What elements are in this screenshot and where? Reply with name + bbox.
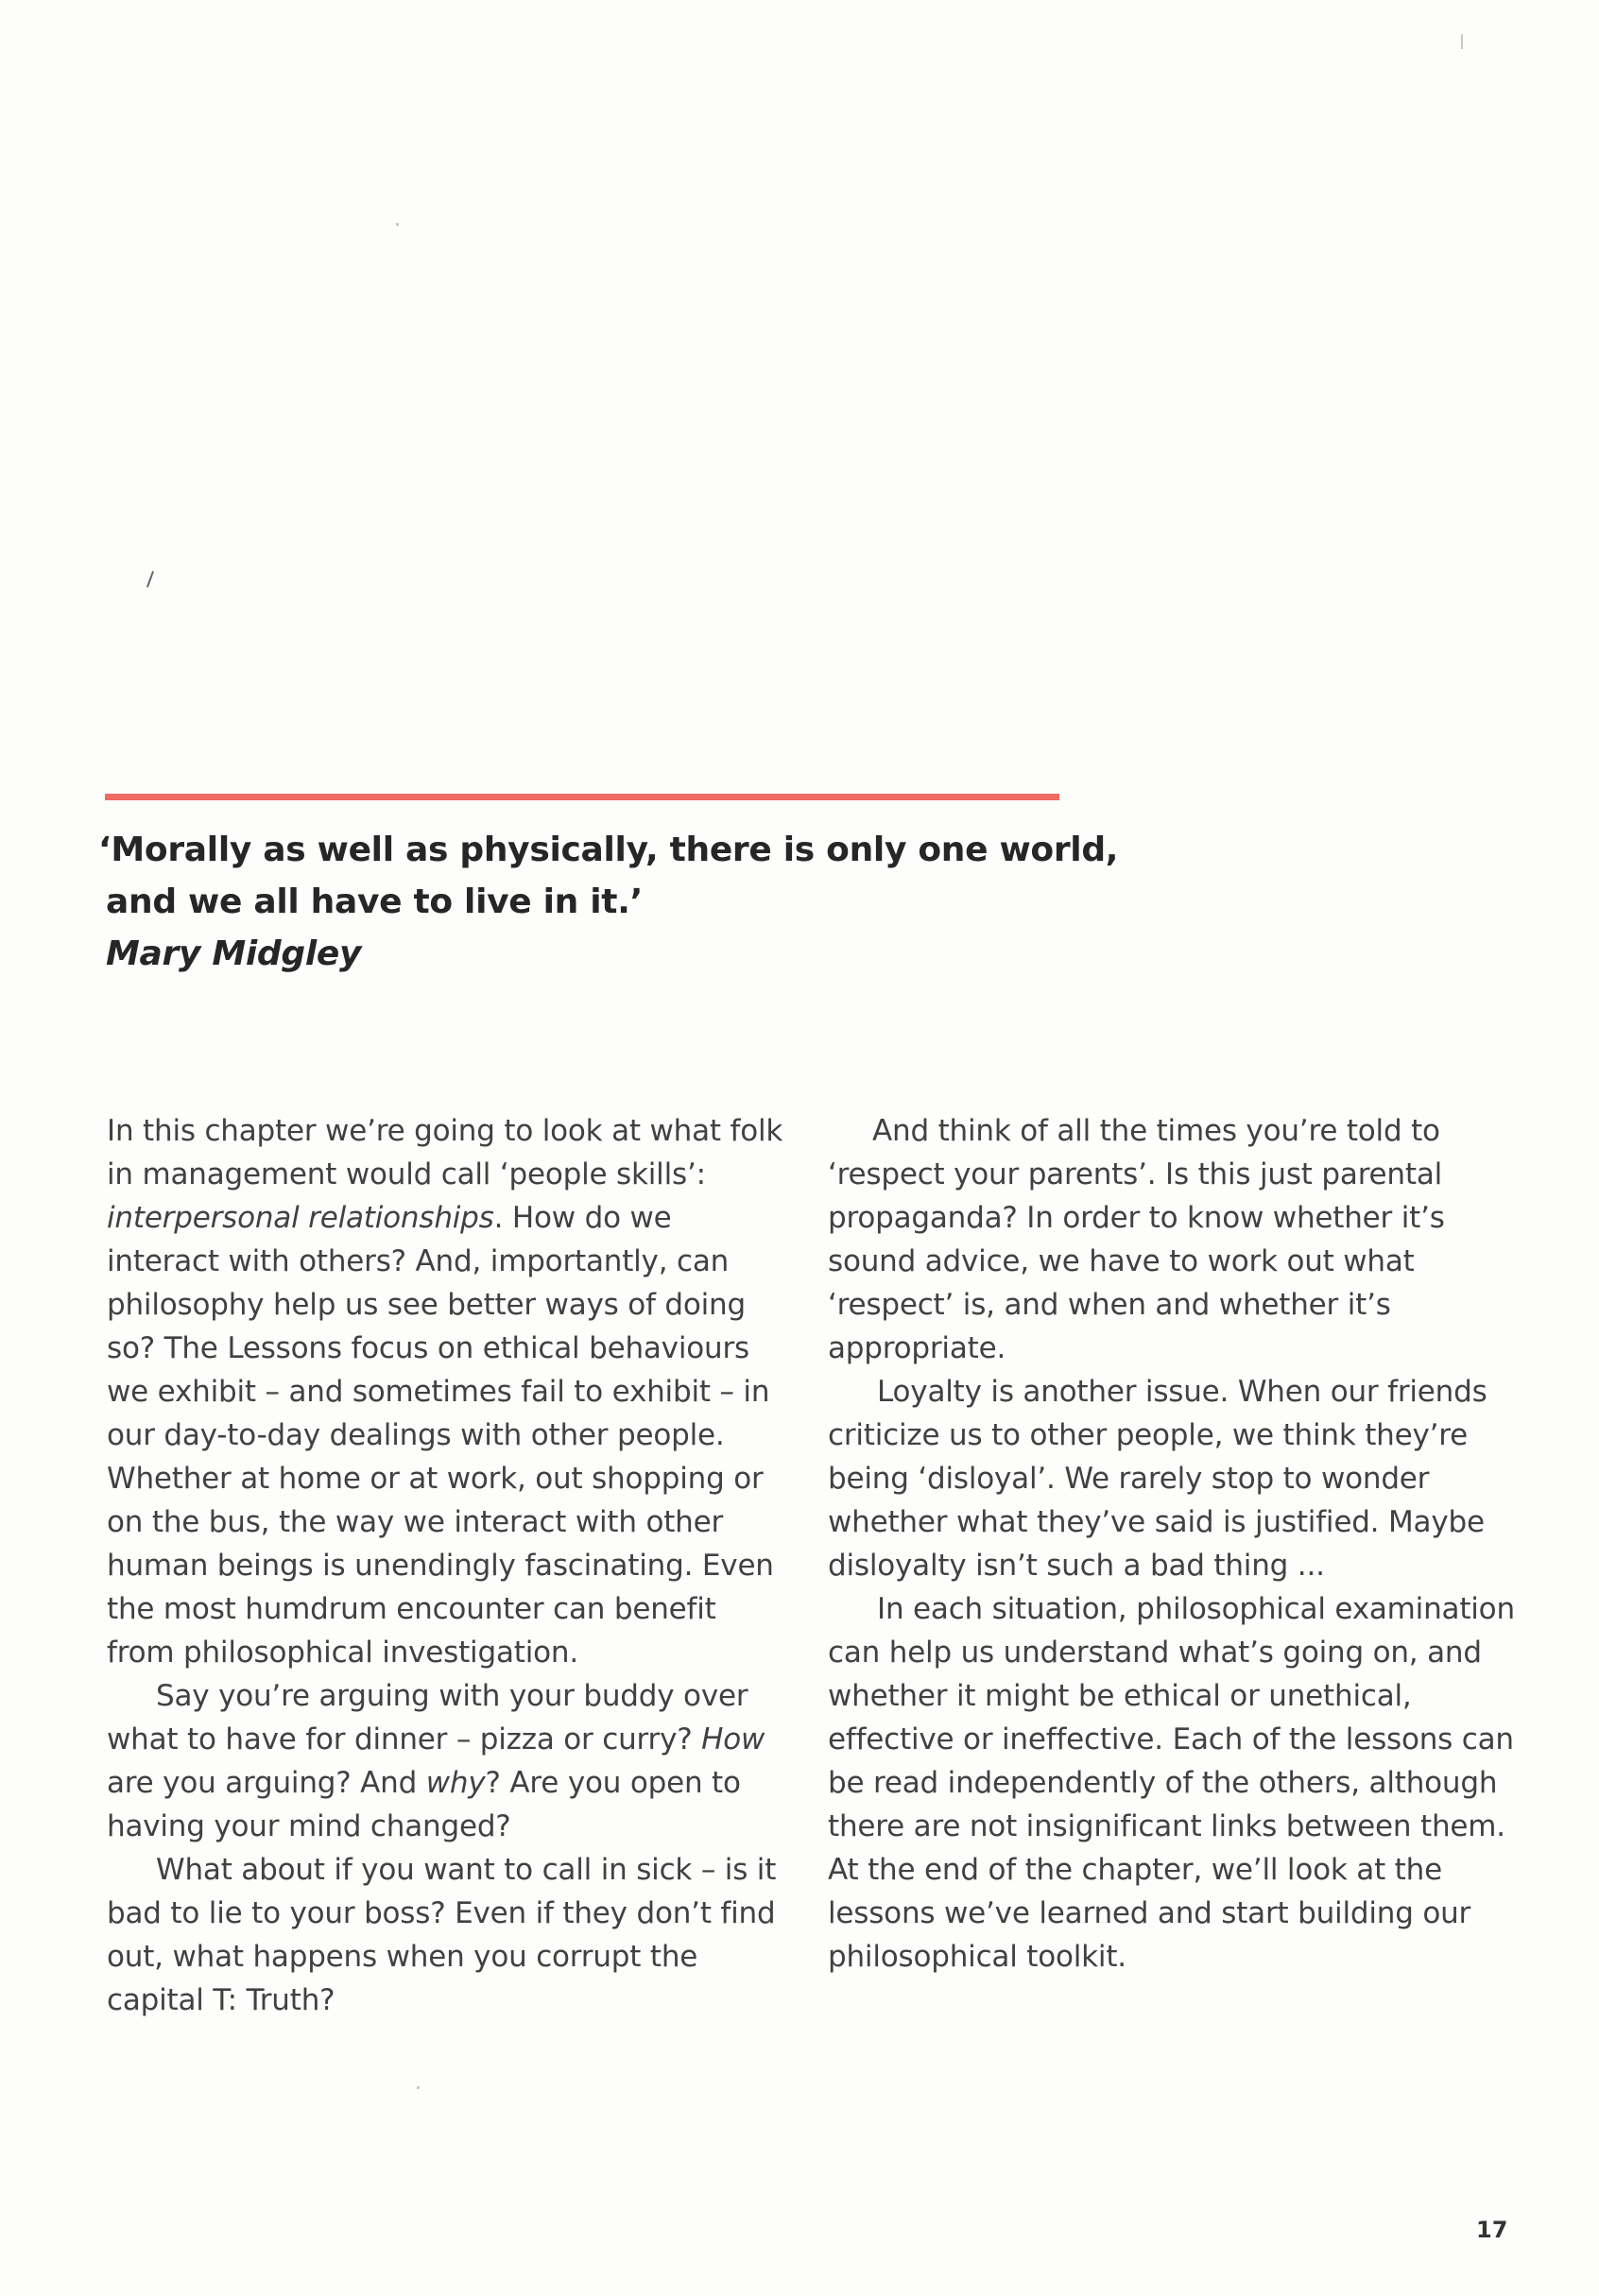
text-span: ? Are you open to having your mind changed?: [107, 1766, 741, 1843]
text-span: . How do we interact with others? And, importantly, can philosophy help us see better ways of doing so? The Lessons focus on ethical behaviours we exhibit – and sometimes fail to exhibit – in our day-to-day dealings with other people. Whether at home or at work, out shopping or on the bus, the way we interact with other human beings is unendingly fascinating. Even the most humdrum encounter can benefit from philosophical investigation.: [107, 1201, 774, 1670]
paragraph: And think of all the times you’re told to ‘respect your parents’. Is this just parental propaganda? In order to know whether it’s sound advice, we have to work out what ‘respect’ is, and when and whether it’s appropriate.: [828, 1114, 1445, 1365]
scan-mark: [1461, 34, 1463, 49]
text-span: In this chapter we’re going to look at what folk in management would call ‘people skills’:: [107, 1114, 783, 1191]
emphasis-text: interpersonal relationships: [107, 1201, 494, 1235]
text-span: Say you’re arguing with your buddy over what to have for dinner – pizza or curry?: [107, 1679, 748, 1756]
paragraph: [107, 1109, 787, 1674]
scan-mark: [396, 223, 399, 226]
paragraph: [107, 1674, 787, 1848]
scan-mark: [146, 571, 154, 588]
emphasis-text: why: [425, 1766, 486, 1800]
text-span: are you arguing? And: [107, 1766, 426, 1800]
quote-author: Mary Midgley: [106, 934, 362, 973]
paragraph: In each situation, philosophical examination can help us understand what’s going on, and whether it might be ethical or unethical, effective or ineffective. Each of the lessons can be read independently of the others, although there are not insignificant links between them. At the end of the chapter, we’ll look at the lessons we’ve learned and start building our philosophical toolkit.: [828, 1592, 1515, 1974]
paragraph: Loyalty is another issue. When our friends criticize us to other people, we think they’re being ‘disloyal’. We rarely stop to wonder whether what they’ve said is justified. Maybe disloyalty isn’t such a bad thing ...: [828, 1375, 1487, 1583]
paragraph: What about if you want to call in sick – is it bad to lie to your boss? Even if they don’t find out, what happens when you corrupt the capital T: Truth?: [107, 1853, 777, 2017]
accent-rule: [105, 794, 1059, 800]
epigraph-quote: [98, 824, 1157, 980]
left-text-column: [107, 1109, 787, 2022]
quote-line-2: and we all have to live in it.’: [106, 882, 643, 921]
scan-mark: [417, 2086, 420, 2089]
quote-line-1: ‘Morally as well as physically, there is only one world,: [98, 831, 1119, 869]
emphasis-text: How: [701, 1722, 765, 1756]
right-text-column: [828, 1109, 1527, 1979]
page-number: 17: [1476, 2217, 1508, 2243]
